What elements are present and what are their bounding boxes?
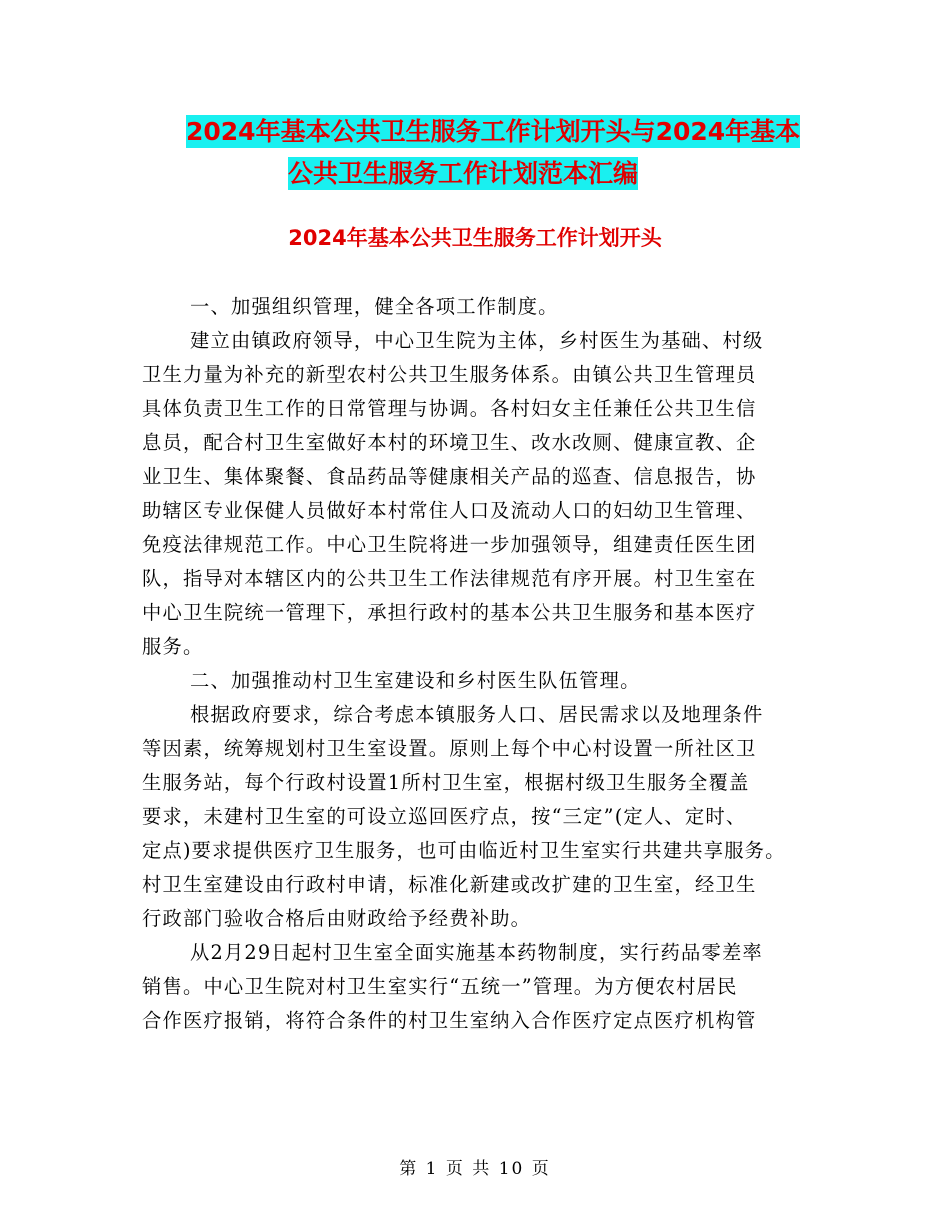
paragraph-line: 中心卫生院统一管理下，承担行政村的基本公共卫生服务和基本医疗 — [142, 601, 757, 624]
page-footer: 第 1 页 共 10 页 — [399, 1159, 551, 1179]
document-title-line-2 — [288, 152, 950, 196]
paragraph-line: 服务。 — [142, 635, 204, 658]
paragraph-line: 根据政府要求，综合考虑本镇服务人口、居民需求以及地理条件 — [190, 703, 764, 726]
paragraph-line: 村卫生室建设由行政村申请，标准化新建或改扩建的卫生室，经卫生 — [142, 873, 757, 896]
paragraph-line: 销售。中心卫生院对村卫生室实行“五统一”管理。为方便农村居民 — [142, 975, 738, 998]
section-title: 2024年基本公共卫生服务工作计划开头 — [288, 226, 662, 250]
paragraph-line: 定点)要求提供医疗卫生服务，也可由临近村卫生室实行共建共享服务。 — [142, 839, 786, 862]
paragraph-line: 卫生力量为补充的新型农村公共卫生服务体系。由镇公共卫生管理员 — [142, 363, 757, 386]
paragraph-line: 免疫法律规范工作。中心卫生院将进一步加强领导，组建责任医生团 — [142, 533, 757, 556]
paragraph-line: 助辖区专业保健人员做好本村常住人口及流动人口的妇幼卫生管理、 — [142, 499, 757, 522]
paragraph-line: 合作医疗报销，将符合条件的村卫生室纳入合作医疗定点医疗机构管 — [142, 1009, 757, 1032]
heading-2: 二、加强推动村卫生室建设和乡村医生队伍管理。 — [190, 669, 641, 692]
title-highlight-2: 公共卫生服务工作计划范本汇编 — [288, 159, 639, 188]
heading-1: 一、加强组织管理，健全各项工作制度。 — [190, 295, 559, 318]
paragraph-line: 具体负责卫生工作的日常管理与协调。各村妇女主任兼任公共卫生信 — [142, 397, 757, 420]
paragraph-line: 从2月29日起村卫生室全面实施基本药物制度，实行药品零差率 — [190, 941, 763, 964]
paragraph-line: 等因素，统筹规划村卫生室设置。原则上每个中心村设置一所社区卫 — [142, 737, 757, 760]
paragraph-line: 建立由镇政府领导，中心卫生院为主体，乡村医生为基础、村级 — [190, 329, 764, 352]
paragraph-line: 生服务站，每个行政村设置1所村卫生室，根据村级卫生服务全覆盖 — [142, 771, 750, 794]
paragraph-line: 要求，未建村卫生室的可设立巡回医疗点，按“三定”(定人、定时、 — [142, 805, 747, 828]
paragraph-line: 行政部门验收合格后由财政给予经费补助。 — [142, 907, 532, 930]
document-title-line-1 — [186, 110, 886, 154]
title-highlight-1: 2024年基本公共卫生服务工作计划开头与2024年基本 — [186, 117, 801, 146]
paragraph-line: 息员，配合村卫生室做好本村的环境卫生、改水改厕、健康宣教、企 — [142, 431, 757, 454]
document-body — [142, 290, 822, 1038]
paragraph-line: 队，指导对本辖区内的公共卫生工作法律规范有序开展。村卫生室在 — [142, 567, 757, 590]
paragraph-line: 业卫生、集体聚餐、食品药品等健康相关产品的巡查、信息报告，协 — [142, 465, 757, 488]
